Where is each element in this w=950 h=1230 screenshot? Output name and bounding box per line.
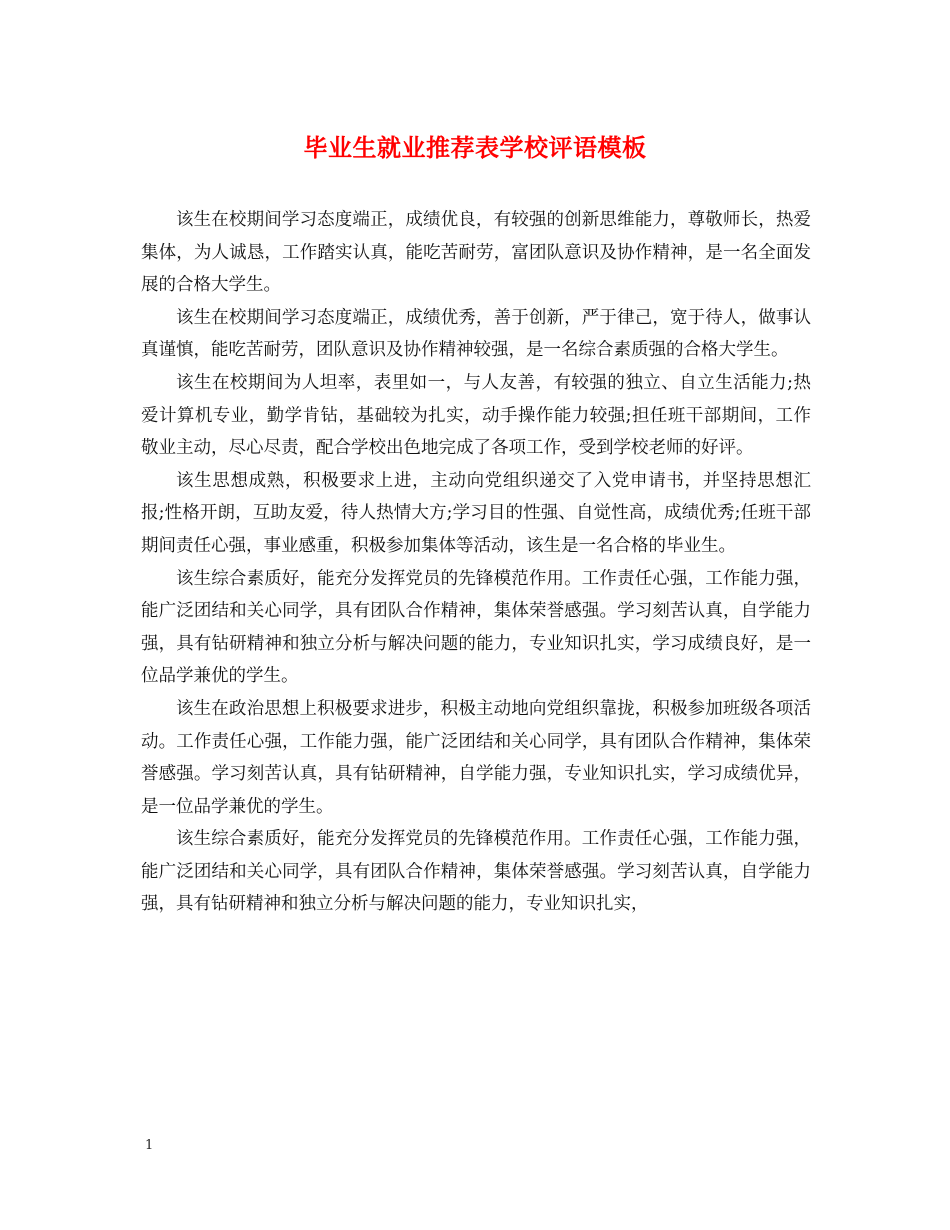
document-body xyxy=(141,204,811,921)
paragraph-1: 该生在校期间学习态度端正，成绩优良，有较强的创新思维能力，尊敬师长，热爱集体，为人诚恳，工作踏实认真，能吃苦耐劳，富团队意识及协作精神，是一名全面发展的合格大学生。 xyxy=(141,210,811,296)
paragraph-7: 该生综合素质好，能充分发挥党员的先锋模范作用。工作责任心强，工作能力强，能广泛团结和关心同学，具有团队合作精神，集体荣誉感强。学习刻苦认真，自学能力强，具有钻研精神和独立分析与解决问题的能力，专业知识扎实， xyxy=(141,829,811,915)
paragraph-5: 该生综合素质好，能充分发挥党员的先锋模范作用。工作责任心强，工作能力强，能广泛团结和关心同学，具有团队合作精神，集体荣誉感强。学习刻苦认真，自学能力强，具有钻研精神和独立分析与解决问题的能力，专业知识扎实，学习成绩良好，是一位品学兼优的学生。 xyxy=(141,568,811,687)
paragraph-2: 该生在校期间学习态度端正，成绩优秀，善于创新，严于律己，宽于待人，做事认真谨慎，能吃苦耐劳，团队意识及协作精神较强，是一名综合素质强的合格大学生。 xyxy=(141,307,811,361)
paragraph-6: 该生在政治思想上积极要求进步，积极主动地向党组织靠拢，积极参加班级各项活动。工作责任心强，工作能力强，能广泛团结和关心同学，具有团队合作精神，集体荣誉感强。学习刻苦认真，具有钻研精神，自学能力强，专业知识扎实，学习成绩优异，是一位品学兼优的学生。 xyxy=(141,698,811,817)
page-number: 1 xyxy=(145,1138,154,1153)
paragraph-4: 该生思想成熟，积极要求上进，主动向党组织递交了入党申请书，并坚持思想汇报;性格开朗，互助友爱，待人热情大方;学习目的性强、自觉性高，成绩优秀;任班干部期间责任心强，事业感重，积极参加集体等活动，该生是一名合格的毕业生。 xyxy=(141,470,811,556)
paragraph-3: 该生在校期间为人坦率，表里如一，与人友善，有较强的独立、自立生活能力;热爱计算机专业，勤学肯钻，基础较为扎实，动手操作能力较强;担任班干部期间，工作敬业主动，尽心尽责，配合学校出色地完成了各项工作，受到学校老师的好评。 xyxy=(141,372,811,459)
document-title: 毕业生就业推荐表学校评语模板 xyxy=(303,133,647,162)
